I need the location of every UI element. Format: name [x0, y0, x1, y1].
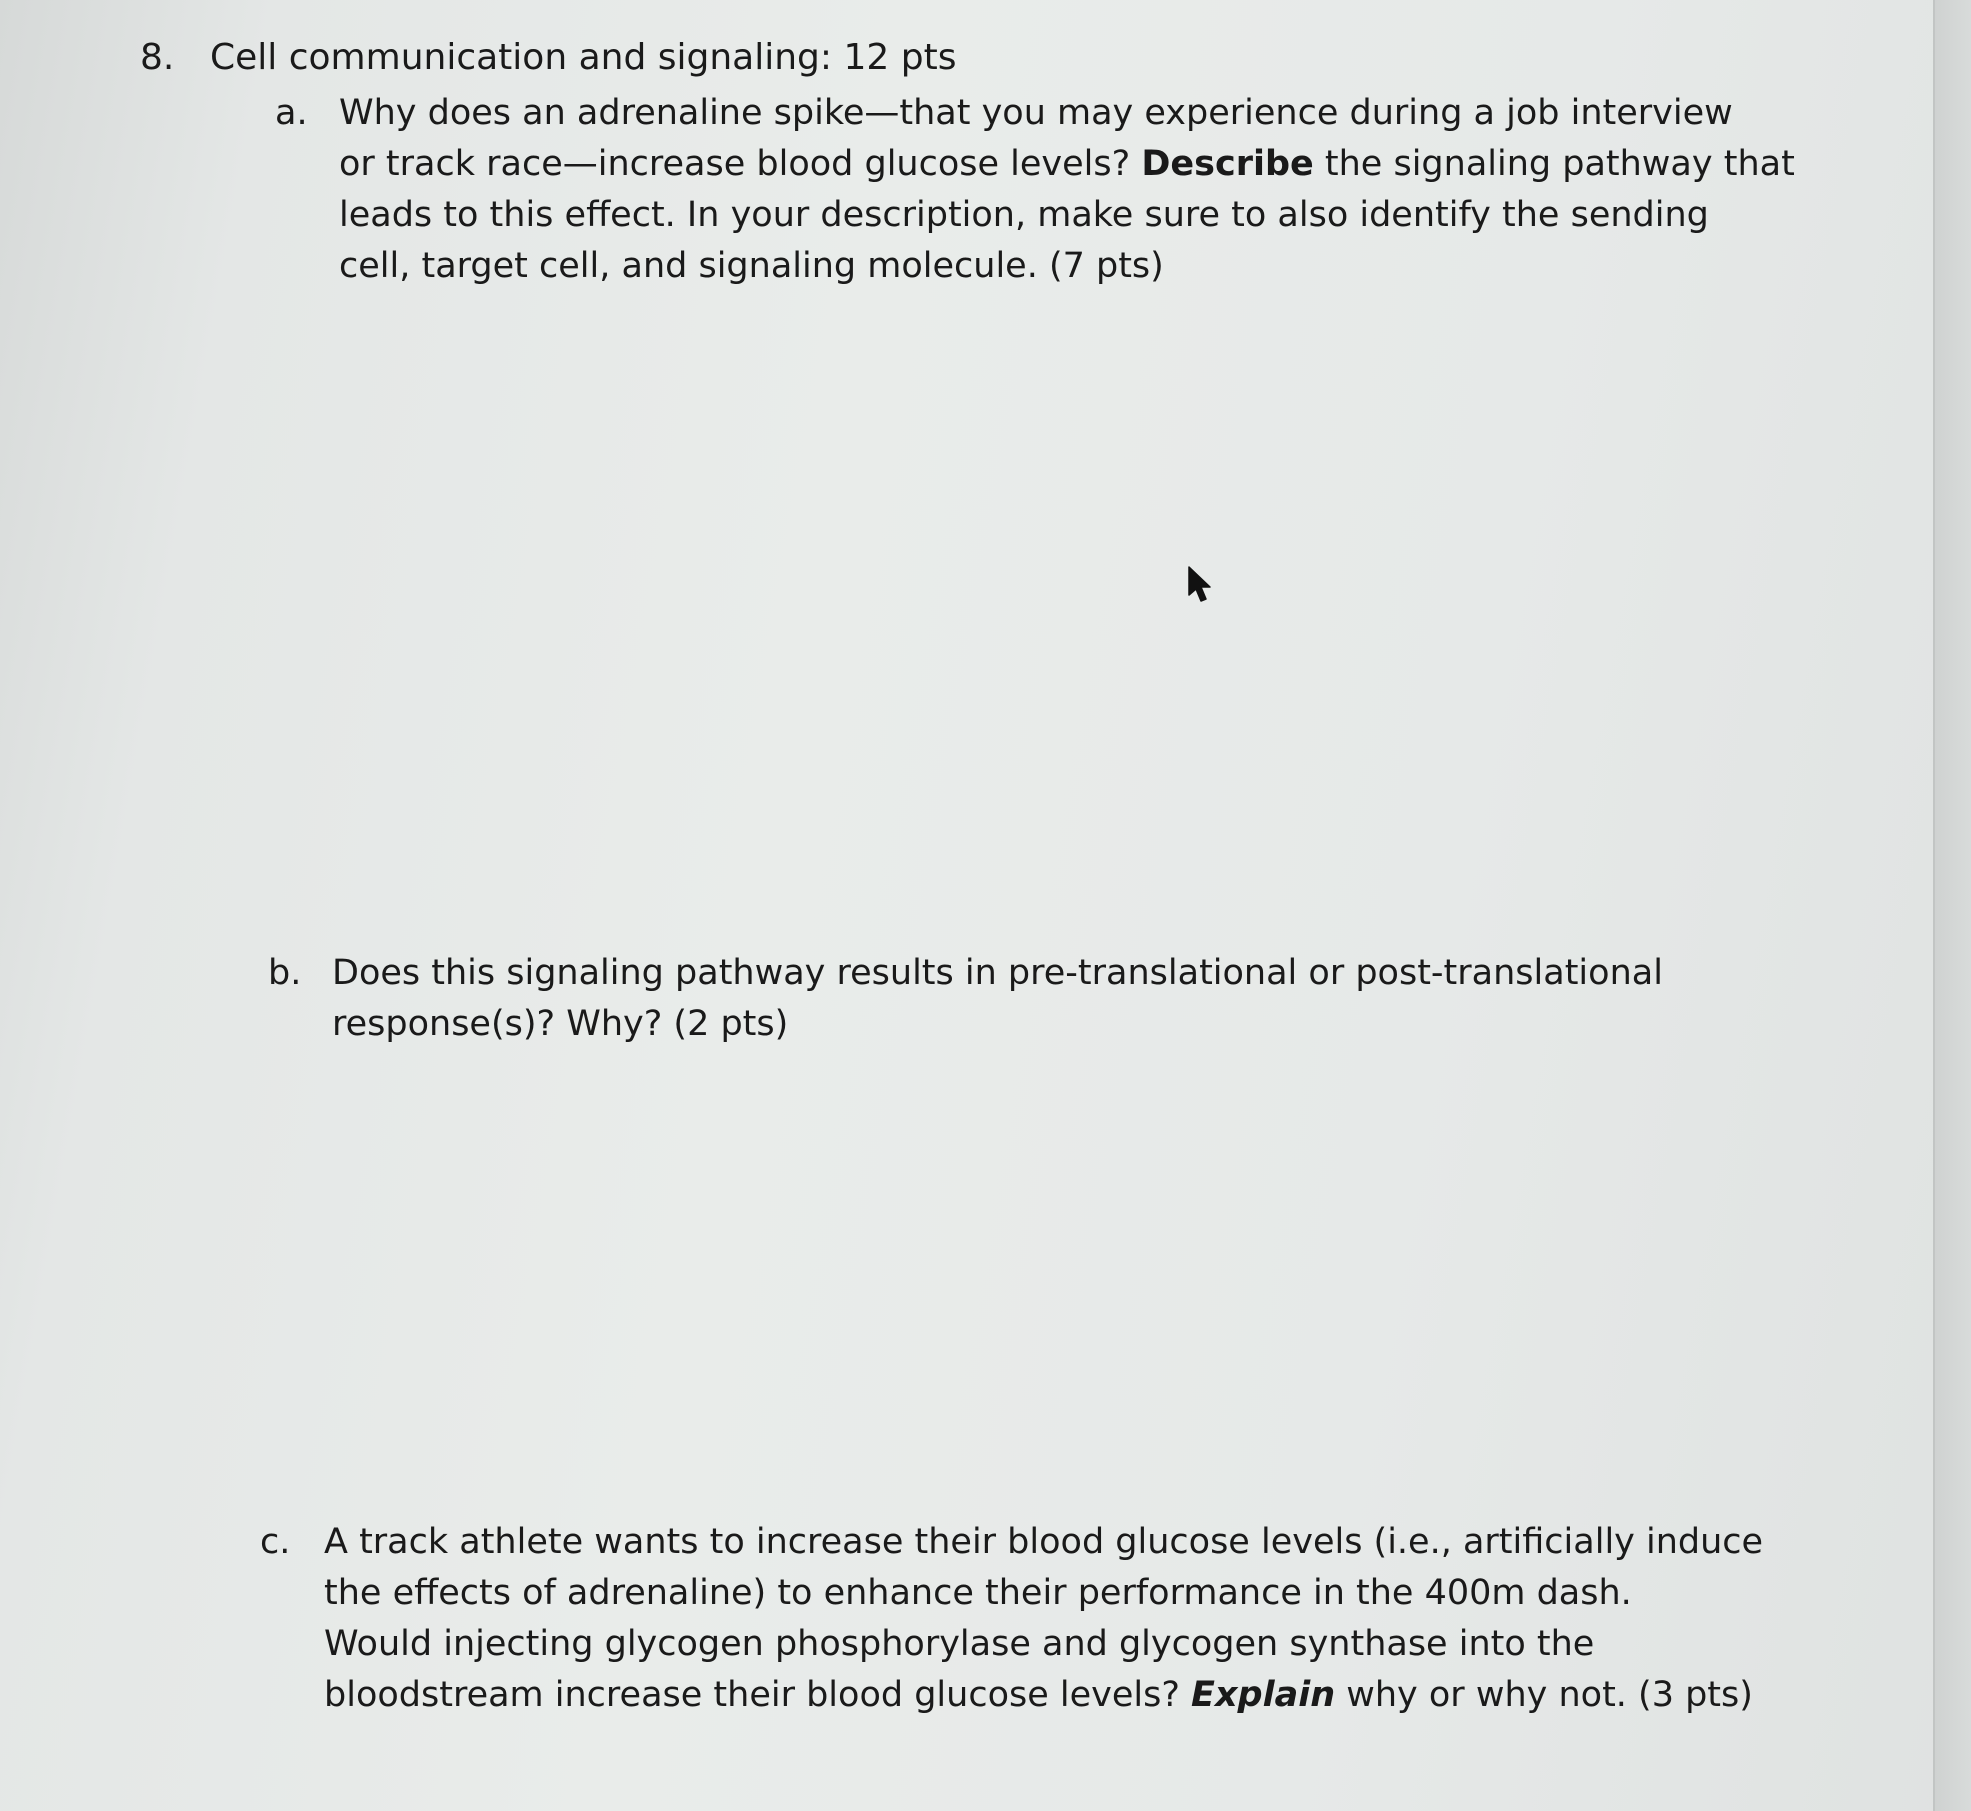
question-title: Cell communication and signaling: 12 pts [210, 37, 957, 78]
part-c-line-4 [324, 1670, 1763, 1721]
page-edge [1933, 0, 1971, 1811]
part-c-line-4-pre: bloodstream increase their blood glucose levels? [324, 1675, 1192, 1715]
part-b-letter: b. [268, 953, 302, 993]
question-heading [140, 34, 956, 82]
mouse-pointer-icon [1186, 565, 1216, 609]
part-a-line-3: leads to this effect. In your description, make sure to also identify the sending [339, 195, 1709, 235]
part-a-text [339, 88, 1795, 292]
part-b-line-2: response(s)? Why? (2 pts) [332, 1004, 789, 1044]
part-a-line-2 [339, 139, 1795, 190]
part-c-line-3: Would injecting glycogen phosphorylase and glycogen synthase into the [324, 1624, 1595, 1664]
part-c-line-2: the effects of adrenaline) to enhance their performance in the 400m dash. [324, 1573, 1632, 1613]
part-c-line-1: A track athlete wants to increase their blood glucose levels (i.e., artificially induce [324, 1522, 1764, 1562]
part-c-text [324, 1517, 1763, 1721]
part-a-line-2-pre: or track race—increase blood glucose levels? [339, 144, 1142, 184]
part-b-text [332, 948, 1663, 1050]
part-a-line-1: Why does an adrenaline spike—that you may experience during a job interview [339, 93, 1733, 133]
part-c-line-4-post: why or why not. (3 pts) [1335, 1675, 1753, 1715]
part-c-explain-keyword: Explain [1191, 1675, 1336, 1715]
question-number: 8. [140, 37, 175, 78]
part-a-line-4: cell, target cell, and signaling molecule. (7 pts) [339, 246, 1164, 286]
part-a-describe-keyword: Describe [1141, 144, 1314, 184]
part-a-letter: a. [275, 93, 308, 133]
part-a-line-2-post: the signaling pathway that [1313, 144, 1795, 184]
part-c-letter: c. [260, 1522, 291, 1562]
part-b-line-1: Does this signaling pathway results in pre-translational or post-translational [332, 953, 1663, 993]
